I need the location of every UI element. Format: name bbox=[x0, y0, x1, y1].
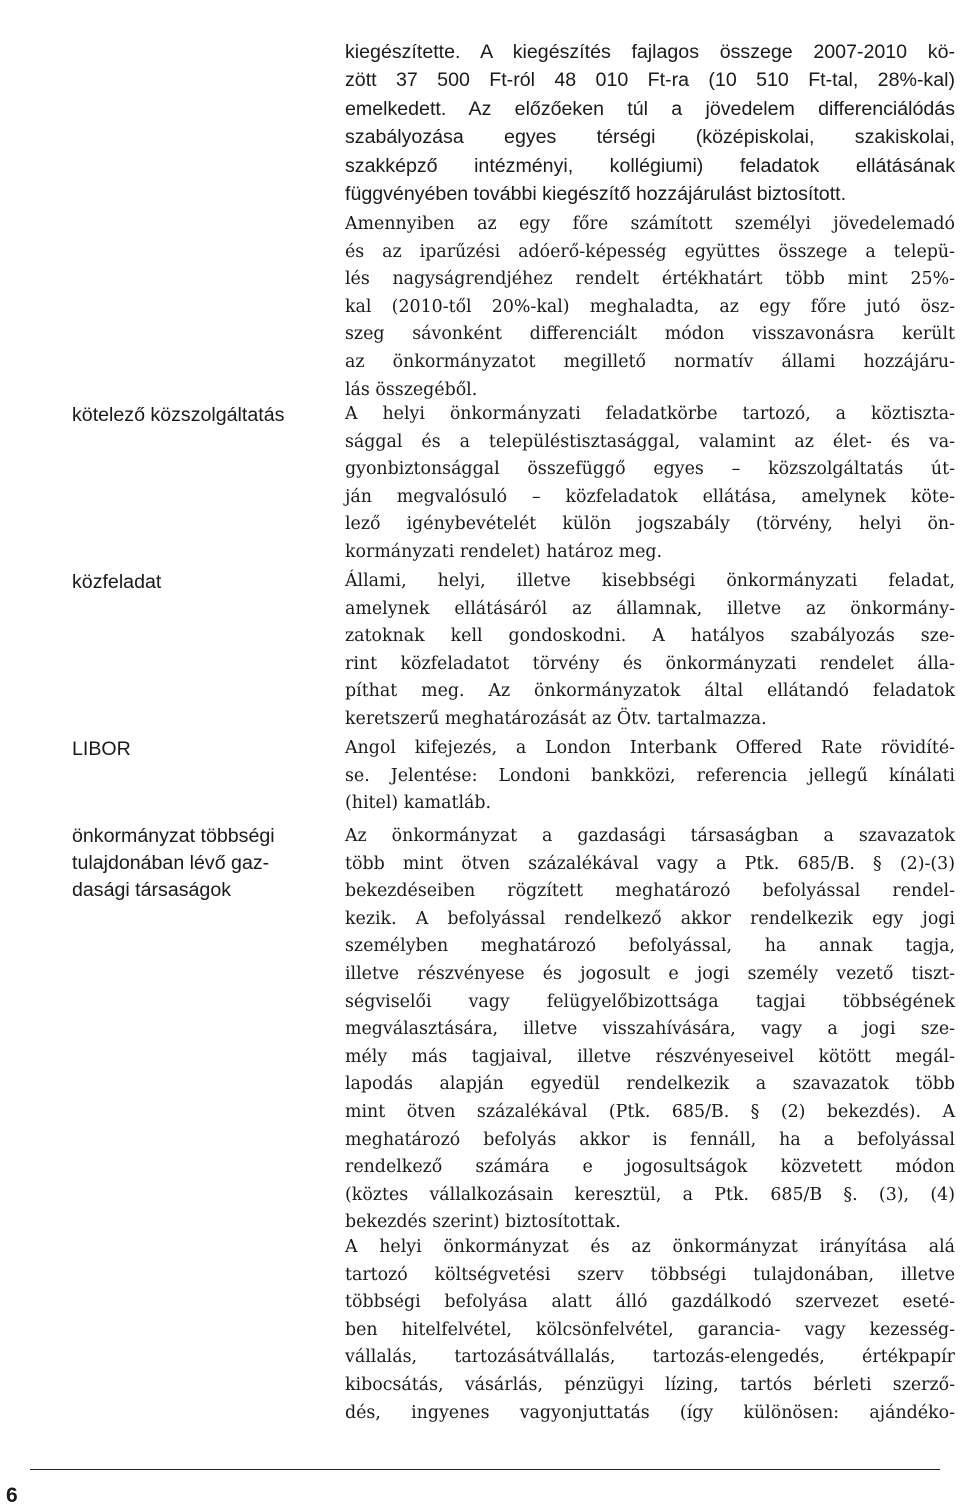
text-line: lás összegéből. bbox=[345, 379, 478, 400]
text-line: A helyi önkormányzat és az önkormányzat irányítása alá bbox=[345, 1237, 955, 1257]
text-line: tartozó költségvetési szerv többségi tulajdonában, illetve bbox=[345, 1264, 955, 1285]
glossary-term-kozfeladat bbox=[72, 569, 334, 596]
glossary-definition-continuation bbox=[345, 1234, 955, 1427]
text-line: zött 37 500 Ft-ról 48 010 Ft-ra (10 510 Ft-tal, 28%-kal) bbox=[345, 69, 955, 92]
text-line: lés nagyságrendjéhez rendelt értékhatárt több mint 25%- bbox=[345, 269, 955, 290]
term-line: önkormányzat többségi bbox=[72, 825, 275, 847]
text-line: gyonbiztonsággal összefüggő egyes – közszolgáltatás út- bbox=[345, 459, 955, 480]
text-line: rint közfeladatot törvény és önkormányzati rendelet álla- bbox=[345, 653, 955, 674]
text-line: függvényében további kiegészítő hozzájárulást biztosított. bbox=[345, 183, 847, 206]
glossary-term-libor bbox=[72, 736, 334, 763]
text-line: kal (2010-től 20%-kal) meghaladta, az egy főre jutó ösz- bbox=[345, 296, 955, 317]
page-number: 6 bbox=[6, 1484, 18, 1507]
text-line: (hitel) kamatláb. bbox=[345, 793, 492, 814]
glossary-definition-kozfeladat bbox=[345, 568, 955, 734]
glossary-definition-onkormanyzati-tarsasagok bbox=[345, 823, 955, 1237]
text-line: az önkormányzatot megillető normatív állami hozzájáru- bbox=[345, 351, 955, 372]
term-line: közfeladat bbox=[72, 571, 162, 593]
text-line: szabályozása egyes térségi (középiskolai, szakiskolai, bbox=[345, 126, 955, 149]
threshold-paragraph bbox=[345, 211, 955, 404]
text-line: Amennyiben az egy főre számított személyi jövedelemadó bbox=[345, 214, 955, 234]
text-line: szakképző intézményi, kollégiumi) feladatok ellátásának bbox=[345, 154, 955, 177]
glossary-definition-kotelezo-kozszolgaltatas bbox=[345, 401, 955, 567]
text-line: se. Jelentése: Londoni bankközi, referencia jellegű kínálati bbox=[345, 765, 955, 786]
text-line: píthat meg. Az önkormányzatok által ellátandó feladatok bbox=[345, 681, 955, 702]
text-line: kezik. A befolyással rendelkező akkor rendelkezik egy jogi bbox=[345, 908, 955, 929]
text-line: kibocsátás, vásárlás, pénzügyi lízing, tartós bérleti szerző- bbox=[345, 1374, 955, 1395]
term-line: LIBOR bbox=[72, 738, 131, 760]
glossary-term-kotelezo-kozszolgaltatas bbox=[72, 402, 334, 429]
term-line: tulajdonában lévő gaz- bbox=[72, 852, 270, 874]
text-line: Állami, helyi, illetve kisebbségi önkormányzati feladat, bbox=[345, 571, 955, 591]
text-line: vállalás, tartozásátvállalás, tartozás-elengedés, értékpapír bbox=[345, 1347, 955, 1368]
text-line: amelynek ellátásáról az államnak, illetve az önkormány- bbox=[345, 598, 955, 619]
text-line: mint ötven százalékával (Ptk. 685/B. § (2) bekezdés). A bbox=[345, 1101, 955, 1122]
text-line: bekezdés szerint) biztosítottak. bbox=[345, 1212, 621, 1233]
term-line: dasági társaságok bbox=[72, 879, 232, 901]
text-line: dés, ingyenes vagyonjuttatás (így különösen: ajándéko- bbox=[345, 1402, 955, 1423]
text-line: meghatározó befolyás akkor is fennáll, ha a befolyással bbox=[345, 1129, 955, 1150]
text-line: lező igénybevételét külön jogszabály (törvény, helyi ön- bbox=[345, 514, 955, 535]
footer-divider bbox=[30, 1469, 940, 1470]
text-line: Angol kifejezés, a London Interbank Offered Rate rövidíté- bbox=[345, 738, 955, 758]
text-line: kormányzati rendelet) határoz meg. bbox=[345, 541, 663, 562]
text-line: megválasztására, illetve visszahívására, vagy a jogi sze- bbox=[345, 1019, 955, 1040]
glossary-term-onkormanyzati-tarsasagok bbox=[72, 823, 334, 904]
text-line: lapodás alapján egyedül rendelkezik a szavazatok több bbox=[345, 1074, 955, 1095]
text-line: szeg sávonként differenciált módon visszavonásra került bbox=[345, 324, 955, 345]
text-line: A helyi önkormányzati feladatkörbe tartozó, a köztiszta- bbox=[345, 404, 955, 424]
term-line: kötelező közszolgáltatás bbox=[72, 404, 285, 426]
text-line: ján megvalósuló – közfeladatok ellátása, amelynek köte- bbox=[345, 486, 955, 507]
text-line: ségviselői vagy felügyelőbizottsága tagjai többségének bbox=[345, 991, 955, 1012]
text-line: zatoknak kell gondoskodni. A hatályos szabályozás sze- bbox=[345, 626, 955, 647]
text-line: többségi befolyása alatt álló gazdálkodó szervezet eseté- bbox=[345, 1292, 955, 1313]
intro-paragraph bbox=[345, 38, 955, 208]
glossary-definition-libor bbox=[345, 735, 955, 818]
text-line: emelkedett. Az előzőeken túl a jövedelem differenciálódás bbox=[345, 97, 955, 120]
text-line: ben hitelfelvétel, kölcsönfelvétel, garancia- vagy kezesség- bbox=[345, 1319, 955, 1340]
text-line: rendelkező számára e jogosultságok közvetett módon bbox=[345, 1157, 955, 1178]
text-line: mély más tagjaival, illetve részvényeseivel kötött megál- bbox=[345, 1046, 955, 1067]
text-line: személyben meghatározó befolyással, ha annak tagja, bbox=[345, 936, 955, 957]
text-line: több mint ötven százalékával vagy a Ptk. 685/B. § (2)-(3) bbox=[345, 853, 955, 874]
text-line: keretszerű meghatározását az Ötv. tartalmazza. bbox=[345, 708, 767, 729]
text-line: és az iparűzési adóerő-képesség együttes összege a telepü- bbox=[345, 241, 955, 262]
text-line: (köztes vállalkozásain keresztül, a Ptk. 685/B §. (3), (4) bbox=[345, 1184, 955, 1205]
text-line: illetve részvényese és jogosult e jogi személy vezető tiszt- bbox=[345, 963, 955, 984]
text-line: kiegészítette. A kiegészítés fajlagos összege 2007-2010 kö- bbox=[345, 41, 955, 63]
text-line: sággal és a településtisztasággal, valamint az élet- és va- bbox=[345, 431, 955, 452]
text-line: bekezdéseiben rögzített meghatározó befolyással rendel- bbox=[345, 881, 955, 902]
text-line: Az önkormányzat a gazdasági társaságban a szavazatok bbox=[345, 826, 955, 846]
